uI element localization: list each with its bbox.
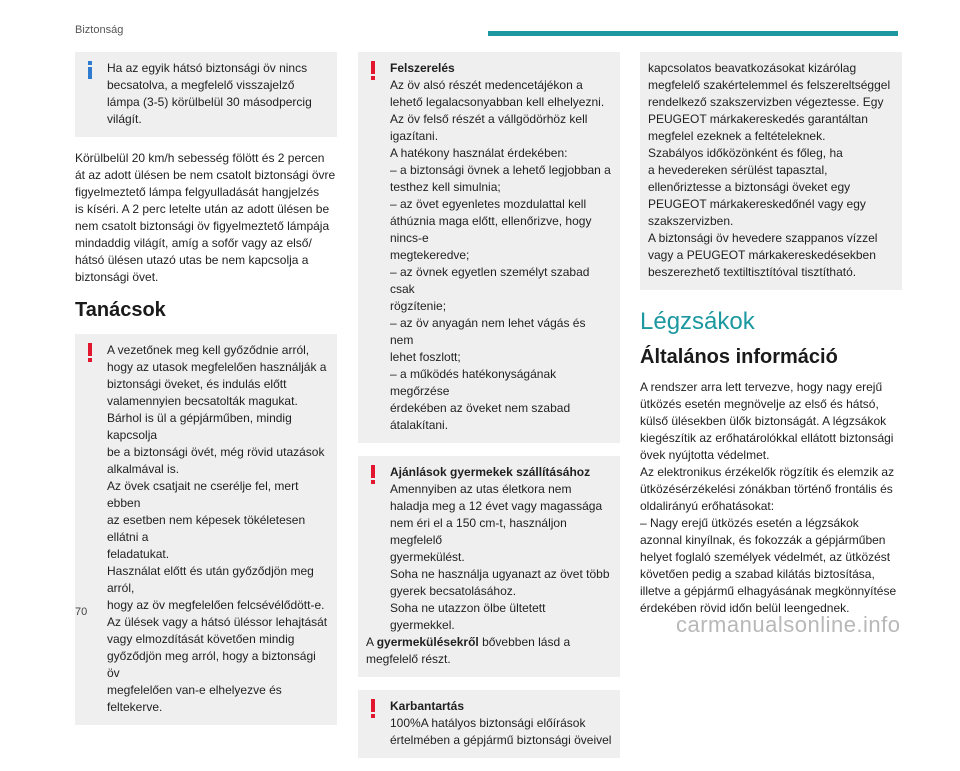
warning-box-children [358, 456, 620, 677]
warning-box-maintenance [358, 690, 620, 758]
maintenance-continued-box [640, 52, 902, 290]
warning-box-advice-text: A vezetőnek meg kell győződnie arról, hogy az utasok megfelelően használják a biztonsági öveket, és indulás előtt valamennyien becsatolták magukat. Bárhol is ül a gépjárműben, mindig kapcsolja be a biztonsági övét, még rövid utazások alkalmával is. Az övek csatjait ne cserélje fel, mert ebben az esetben nem képesek tökéletesen ellátni a feladatukat. Használat előtt és után győződjön meg arról, hogy az öv megfelelően felcsévélődött-e. Az ülések vagy a hátsó üléssor lehajtását vagy elmozdítását követően mindig győződjön meg arról, hogy a biztonsági öv megfelelően van-e elhelyezve és feltekerve. [107, 343, 328, 714]
info-icon [86, 61, 94, 81]
general-info-heading: Általános információ [640, 346, 838, 368]
advice-heading: Tanácsok [75, 299, 166, 321]
seatbelt-warning-paragraph: Körülbelül 20 km/h sebesség fölött és 2 percen át az adott ülésen be nem csatolt biztonsági övre figyelmeztető lámpa felgyulladását hangjelzés is kíséri. A 2 perc letelte után az adott ülésen be nem csatolt biztonsági öv figyelmeztető lámpája mindaddig világít, amíg a sofőr vagy az első/ hátsó ülésen utazó utas be nem kapcsolja a biztonsági övet. [75, 151, 336, 284]
header-accent-bar [488, 31, 898, 36]
column-3 [640, 52, 902, 617]
children-text: Amennyiben az utas életkora nem haladja meg a 12 évet vagy magassága nem éri el a 150 cm-t, használjon megfelelő gyermekülést. Soha ne használja ugyanazt az övet több gyerek becsatolásához. Soha ne utazzon ölbe ültetett gyermekkel. [390, 482, 610, 632]
warning-icon [369, 699, 377, 719]
info-box [75, 52, 337, 137]
info-box-text: Ha az egyik hátsó biztonsági öv nincs becsatolva, a megfelelő visszajelző lámpa (3-5) körülbelül 30 másodpercig világít. [107, 61, 312, 126]
warning-box-advice [75, 334, 337, 725]
warning-icon [369, 61, 377, 81]
airbags-general-paragraph: A rendszer arra lett tervezve, hogy nagy erejű ütközés esetén megnövelje az első és hátsó, külső ülésekben ülők biztonságát. A légzsákok kiegészítik az erőhatárolókkal ellátott biztonsági övek nyújtotta védelmet. Az elektronikus érzékelők rögzítik és elemzik az ütközésérzékelési zónákban történő frontális és oldalirányú erőhatásokat: – Nagy erejű ütközés esetén a légzsákok azonnal kinyílnak, és fokozzák a gépjárműben helyet foglaló személyek védelmét, az ütközést követően pedig a szabad kilátás biztosítása, illetve a gépjármű elhagyásának megkönnyítése érdekében rövid időn belül leengednek. [640, 380, 897, 615]
maintenance-text: 100%A hatályos biztonsági előírások értelmében a gépjármű biztonsági öveivel [390, 716, 612, 747]
page-number: 70 [75, 606, 88, 618]
children-reference: A gyermekülésekről bővebben lásd a megfelelő részt. [366, 635, 571, 666]
warning-icon [86, 343, 94, 363]
watermark: carmanualsonline.info [676, 612, 901, 637]
maintenance-title: Karbantartás [390, 699, 465, 713]
column-2 [358, 52, 620, 771]
warning-box-fitting [358, 52, 620, 443]
child-seats-link[interactable]: gyermekülésekről [376, 635, 479, 649]
page-section-title: Biztonság [75, 24, 124, 36]
children-title: Ajánlások gyermekek szállításához [390, 465, 591, 479]
column-1 [75, 52, 337, 738]
maintenance-continued-text: kapcsolatos beavatkozásokat kizárólag megfelelő szakértelemmel és felszereltséggel rendelkező szakszervizben végeztesse. Egy PEUGEOT márkakereskedés garantáltan megfelel ezeknek a feltételeknek. Szabályos időközönként és főleg, ha a hevedereken sérülést tapasztal, ellenőriztesse a biztonsági öveket egy PEUGEOT márkakereskedőnél vagy egy szakszervizben. A biztonsági öv hevedere szappanos vízzel vagy a PEUGEOT márkakereskedésekben beszerezhető textiltisztítóval tisztítható. [648, 61, 891, 279]
airbags-section-title: Légzsákok [640, 308, 755, 335]
warning-icon [369, 465, 377, 485]
fitting-text: Az öv alsó részét medencetájékon a lehető legalacsonyabban kell elhelyezni. Az öv felső részét a vállgödörhöz kell igazítani. A hatékony használat érdekében: – a biztonsági övnek a lehető legjobban a testhez kell simulnia; – az övet egyenletes mozdulattal kell áthúznia maga előtt, ellenőrizve, hogy nincs-e megtekeredve; – az övnek egyetlen személyt szabad csak rögzítenie; – az öv anyagán nem lehet vágás és nem lehet foszlott; – a működés hatékonyságának megőrzése érdekében az öveket nem szabad átalakítani. [390, 78, 611, 432]
fitting-title: Felszerelés [390, 61, 455, 75]
